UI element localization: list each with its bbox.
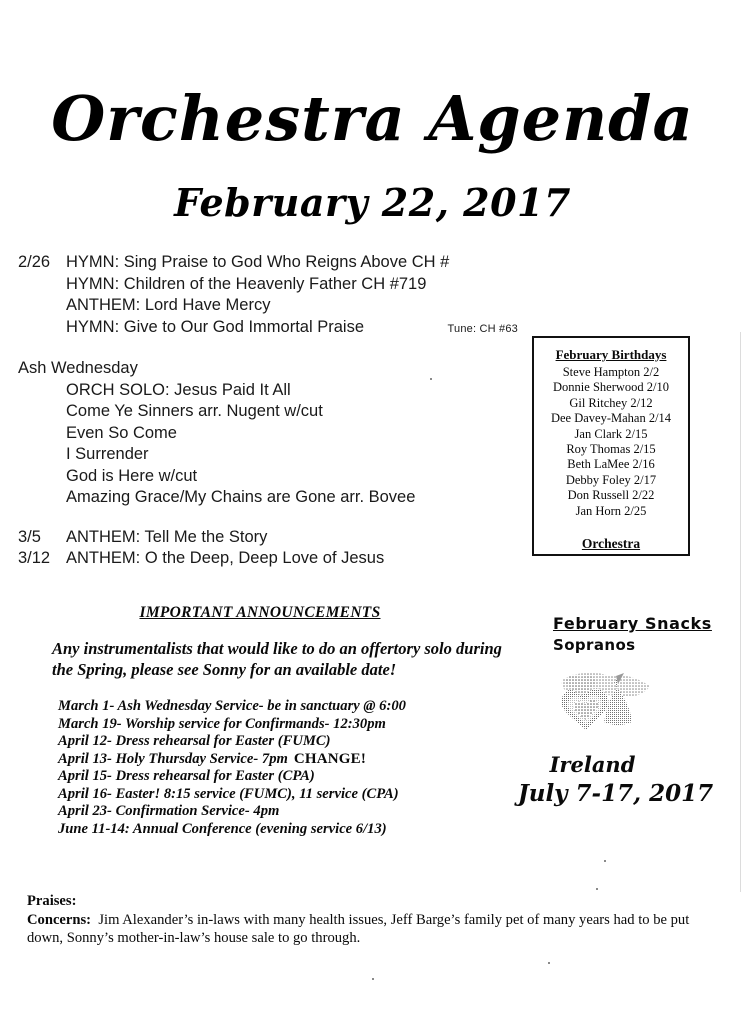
ash-wednesday-item: Amazing Grace/My Chains are Gone arr. Bovee bbox=[66, 488, 416, 506]
event-text: April 16- Easter! 8:15 service (FUMC), 11 service (CPA) bbox=[58, 785, 399, 802]
trip-destination bbox=[0, 752, 745, 777]
event-text: April 15- Dress rehearsal for Easter (CPA) bbox=[58, 768, 315, 784]
ash-wednesday-item: Even So Come bbox=[66, 423, 177, 442]
ash-wednesday-item: ORCH SOLO: Jesus Paid It All bbox=[66, 380, 291, 399]
scan-speck bbox=[430, 378, 432, 380]
schedule-row bbox=[18, 548, 518, 570]
birthday-entry: Roy Thomas 2/15 bbox=[566, 442, 656, 457]
praises-line bbox=[27, 892, 699, 911]
birthdays-title: February Birthdays bbox=[555, 347, 667, 362]
schedule-date bbox=[18, 274, 66, 296]
praises-label: Praises: bbox=[27, 893, 77, 909]
schedule-row bbox=[18, 317, 518, 341]
announcements-title: IMPORTANT ANNOUNCEMENTS bbox=[139, 604, 381, 621]
scan-speck bbox=[372, 978, 374, 980]
announcements-lead-text: Any instrumentalists that would like to do an offertory solo during the Spring, please see Sonny for an available date! bbox=[52, 639, 502, 679]
birthday-entry: Dee Davey-Mahan 2/14 bbox=[550, 411, 672, 426]
schedule-row bbox=[18, 527, 518, 549]
change-badge: CHANGE! bbox=[293, 750, 367, 767]
event-item bbox=[58, 716, 518, 734]
birthday-entry: Donnie Sherwood 2/10 bbox=[553, 380, 669, 395]
ash-wednesday-item: I Surrender bbox=[66, 445, 149, 463]
event-text: June 11-14: Annual Conference (evening service 6/13) bbox=[58, 820, 387, 837]
event-text: April 23- Confirmation Service- 4pm bbox=[58, 803, 280, 819]
schedule-text: HYMN: Sing Praise to God Who Reigns Above CH # bbox=[66, 253, 450, 271]
birthday-entry: Steve Hampton 2/2 bbox=[562, 365, 660, 379]
schedule-date: 2/26 bbox=[18, 253, 51, 271]
birthday-entry: Jan Horn 2/25 bbox=[575, 503, 647, 518]
concerns-label: Concerns: bbox=[27, 911, 92, 928]
concerns-line bbox=[27, 911, 699, 948]
schedule-text: ANTHEM: Lord Have Mercy bbox=[66, 296, 271, 314]
schedule-row bbox=[18, 295, 518, 317]
page-date: February 22, 2017 bbox=[174, 180, 571, 225]
event-item bbox=[58, 821, 518, 839]
schedule-text: HYMN: Children of the Heavenly Father CH #719 bbox=[66, 274, 427, 293]
snacks-group-label: Sopranos bbox=[553, 636, 636, 654]
birthdays-footer-label: Orchestra bbox=[581, 536, 641, 552]
schedule-date: 3/12 bbox=[18, 549, 51, 567]
event-text: March 19- Worship service for Confirmands- 12:30pm bbox=[58, 715, 386, 732]
birthday-entry: Debby Foley 2/17 bbox=[565, 472, 657, 487]
schedule-text: ANTHEM: Tell Me the Story bbox=[66, 527, 268, 546]
event-text: March 1- Ash Wednesday Service- be in sanctuary @ 6:00 bbox=[58, 698, 406, 714]
event-text: April 13- Holy Thursday Service- 7pm bbox=[58, 750, 288, 767]
schedule-date bbox=[18, 295, 66, 317]
ash-wednesday-heading: Ash Wednesday bbox=[18, 359, 138, 377]
chocolate-hearts-clipart-icon bbox=[554, 664, 664, 736]
ash-wednesday-item: God is Here w/cut bbox=[66, 466, 198, 485]
schedule-tune-note: Tune: CH #63 bbox=[447, 322, 518, 335]
concerns-text: Jim Alexander’s in-laws with many health issues, Jeff Barge’s family pet of many years had to be put down, Sonny’s mother-in-law’s house sale to go through. bbox=[27, 911, 690, 946]
trip-destination-text: Ireland bbox=[549, 752, 636, 777]
february-birthdays-box bbox=[532, 336, 690, 556]
event-item bbox=[58, 733, 518, 751]
birthday-entry: Beth LaMee 2/16 bbox=[567, 457, 655, 472]
trip-dates-text: July 7-17, 2017 bbox=[517, 780, 714, 807]
birthday-entry: Don Russell 2/22 bbox=[567, 488, 655, 503]
scan-speck bbox=[604, 860, 606, 862]
birthday-entry: Jan Clark 2/15 bbox=[574, 426, 648, 441]
snacks-title: February Snacks bbox=[553, 614, 712, 633]
scan-speck bbox=[596, 888, 598, 890]
page-title: Orchestra Agenda bbox=[51, 82, 694, 155]
ash-wednesday-item: Come Ye Sinners arr. Nugent w/cut bbox=[66, 402, 323, 420]
schedule-row bbox=[18, 274, 518, 296]
birthday-entry: Gil Ritchey 2/12 bbox=[569, 395, 653, 410]
schedule-row bbox=[18, 252, 518, 274]
prayer-requests-block bbox=[27, 892, 699, 948]
schedule-date: 3/5 bbox=[18, 527, 41, 546]
trip-dates bbox=[0, 780, 745, 807]
schedule-text: ANTHEM: O the Deep, Deep Love of Jesus bbox=[66, 549, 385, 567]
scan-speck bbox=[548, 962, 550, 964]
schedule-text: HYMN: Give to Our God Immortal Praise bbox=[66, 317, 364, 336]
music-schedule bbox=[18, 252, 518, 570]
schedule-date bbox=[18, 317, 66, 339]
scan-artifact-line bbox=[740, 332, 741, 892]
event-text: April 12- Dress rehearsal for Easter (FUMC) bbox=[58, 733, 331, 749]
event-item bbox=[58, 698, 518, 716]
